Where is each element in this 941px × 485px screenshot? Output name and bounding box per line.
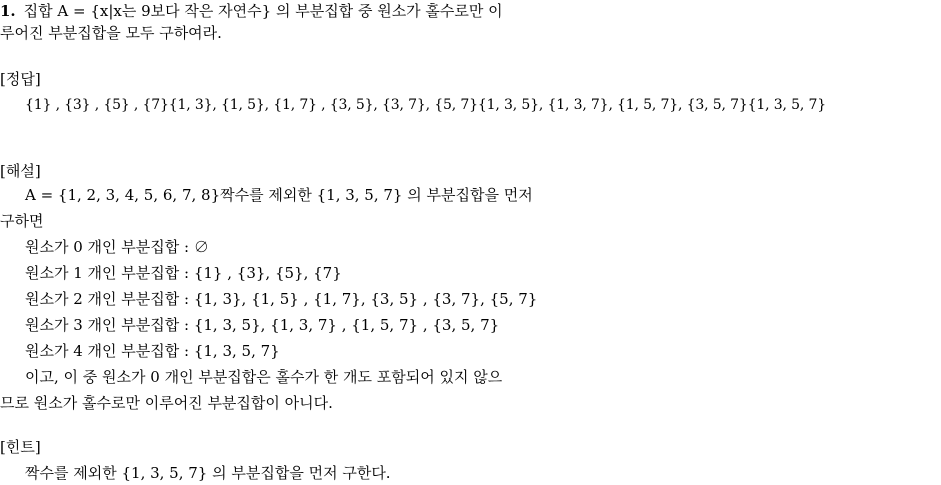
subset-line-1: 원소가 1 개인 부분집합 : {1} , {3}, {5}, {7} <box>25 264 342 282</box>
answer-heading: [정답] <box>0 70 41 88</box>
hint-text: 짝수를 제외한 {1, 3, 5, 7} 의 부분집합을 먼저 구한다. <box>25 464 391 482</box>
explanation-line-1: A = {1, 2, 3, 4, 5, 6, 7, 8}짝수를 제외한 {1, 3, 5, 7} 의 부분집합을 먼저 <box>25 186 533 204</box>
subset-line-2: 원소가 2 개인 부분집합 : {1, 3}, {1, 5} , {1, 7}, {3, 5} , {3, 7}, {5, 7} <box>25 290 538 308</box>
explanation-heading: [해설] <box>0 162 41 180</box>
subset-line-0: 원소가 0 개인 부분집합 : ∅ <box>25 238 209 256</box>
answer-text: {1} , {3} , {5} , {7}{1, 3}, {1, 5}, {1, 7} , {3, 5}, {3, 7}, {5, 7}{1, 3, 5}, {1, 3, 7}, {1, 5, 7}, {3, 5, 7}{1, 3, 5, 7} <box>25 97 826 113</box>
conclusion-line-1: 이고, 이 중 원소가 0 개인 부분집합은 홀수가 한 개도 포함되어 있지 않으 <box>25 368 503 386</box>
explanation-line-2: 구하면 <box>0 212 44 230</box>
hint-heading: [힌트] <box>0 438 41 456</box>
question-number: 1. <box>0 2 16 20</box>
subset-line-3: 원소가 3 개인 부분집합 : {1, 3, 5}, {1, 3, 7} , {1, 5, 7} , {3, 5, 7} <box>25 316 500 334</box>
question-line-1 <box>0 0 503 22</box>
subset-line-4: 원소가 4 개인 부분집합 : {1, 3, 5, 7} <box>25 342 280 360</box>
question-text-1: 집합 A = {x|x는 9보다 작은 자연수} 의 부분집합 중 원소가 홀수로만 이 <box>23 2 503 20</box>
conclusion-line-2: 므로 원소가 홀수로만 이루어진 부분집합이 아니다. <box>0 394 333 412</box>
question-line-2: 루어진 부분집합을 모두 구하여라. <box>0 24 222 42</box>
